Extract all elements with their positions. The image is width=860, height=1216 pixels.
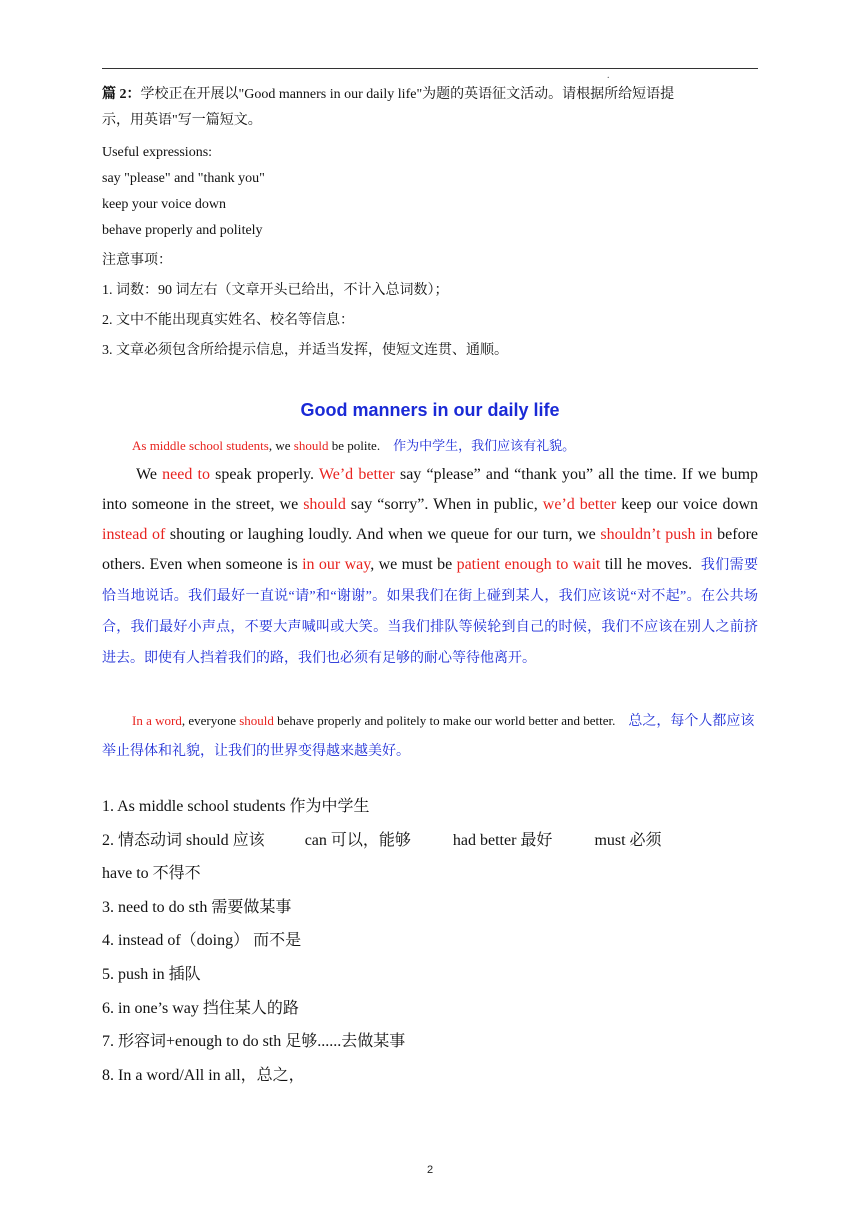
- notes-title: 注意事项：: [102, 253, 172, 268]
- translation: 作为中学生，我们应该有礼貌。: [393, 438, 576, 453]
- vocabulary-list: [102, 793, 758, 1095]
- expression-item: behave properly and politely: [102, 223, 263, 238]
- expression-item: keep your voice down: [102, 197, 227, 212]
- vocab-item: 4. instead of（doing） 而不是: [102, 932, 302, 950]
- requirement-item: 2. 文中不能出现真实姓名、校名等信息：: [102, 313, 354, 328]
- essay-paragraph-1: As middle school students, we should be polite. 作为中学生，我们应该有礼貌。: [132, 438, 576, 453]
- expression-item: say "please" and "thank you": [102, 171, 265, 186]
- translation: 我们需要恰当地说话。我们最好一直说“请”和“谢谢”。如果我们在街上碰到某人，我们应该说“对不起”。在公共场合，我们最好小声点，不要大声喊叫或大笑。当我们排队等候轮到自己的时候，我们不应该在别人之前挤进去。即使有人挡着我们的路，我们也必须有足够的耐心等待他离开。: [102, 558, 758, 666]
- vocab-item: 8. In a word/All in all，总之，: [102, 1066, 305, 1084]
- vocab-item: 1. As middle school students 作为中学生: [102, 798, 370, 815]
- vocab-item: 3. need to do sth 需要做某事: [102, 898, 292, 916]
- translation: 总之，每个人都应该举止得体和礼貌，让我们的世界变得越来越美好。: [102, 714, 755, 759]
- useful-expressions-title: Useful expressions:: [102, 145, 213, 160]
- vocab-item: 7. 形容词+enough to do sth 足够......去做某事: [102, 1033, 406, 1051]
- requirement-item: 1. 词数：90 词左右（文章开头已给出，不计入总词数）；: [102, 283, 449, 298]
- vocab-item: 2. 情态动词 should 应该 can 可以，能够 had better 最好 must 必须: [102, 831, 662, 849]
- essay-paragraph-3: In a word, everyone should behave properly and politely to make our world better and better. 总之，每个人都应该举止得体和礼貌，让我们的世界变得越来越美好。: [102, 713, 755, 759]
- requirement-item: 3. 文章必须包含所给提示信息，并适当发挥，使短文连贯、通顺。: [102, 343, 508, 358]
- vocab-item: have to 不得不: [102, 865, 201, 883]
- essay-title: Good manners in our daily life: [300, 400, 560, 420]
- task-intro-line1: 篇 2：学校正在开展以"Good manners in our daily life"为题的英语征文活动。请根据所给短语提: [102, 87, 675, 102]
- task-instructions: [102, 84, 758, 370]
- task-intro-line2: 示，用英语"写一篇短文。: [102, 113, 262, 128]
- task-label: 篇 2：: [102, 87, 141, 102]
- page-number: 2: [426, 1164, 434, 1176]
- essay-paragraph-2: We need to speak properly. We’d better say “please” and “thank you” all the time. If we bump into someone in the street, we should say “sorry”. When in public, we’d better keep our voice down instead of shouting or laughing loudly. And when we queue for our turn, we shouldn’t push in before others. Even when someone is in our way, we must be patient enough to wait till he moves. 我们需要恰当地说话。我们最好一直说“请”和“谢谢”。如果我们在街上碰到某人，我们应该说“对不起”。在公共场合，我们最好小声点，不要大声喊叫或大笑。当我们排队等候轮到自己的时候，我们不应该在别人之前挤进去。即使有人挡着我们的路，我们也必须有足够的耐心等待他离开。: [102, 466, 759, 666]
- vocab-item: 6. in one’s way 挡住某人的路: [102, 999, 299, 1017]
- header-mark: .: [607, 70, 610, 81]
- header-rule: [102, 68, 758, 69]
- vocab-item: 5. push in 插队: [102, 965, 201, 983]
